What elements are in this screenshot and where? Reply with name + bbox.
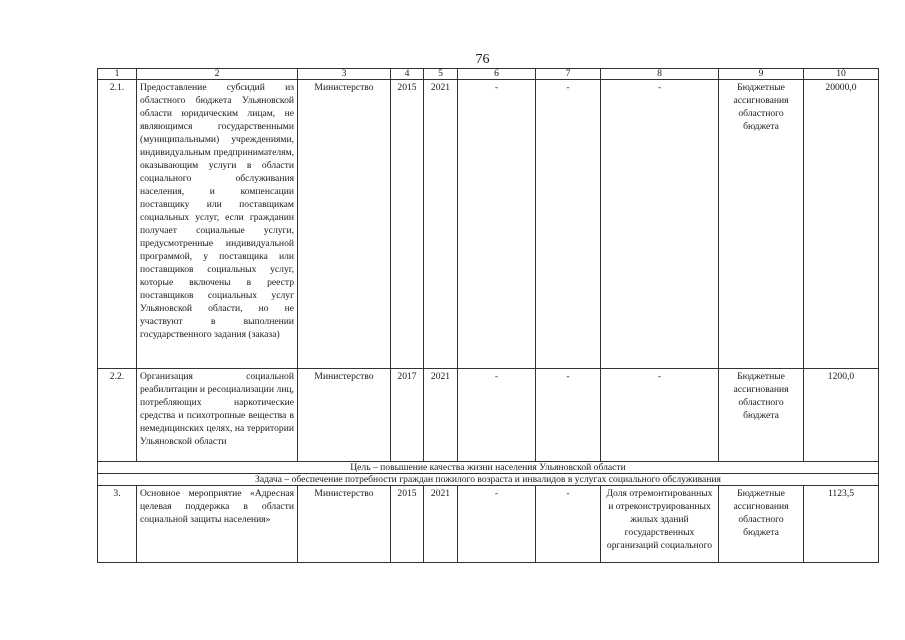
col6-value: - — [458, 369, 536, 462]
activity-description: Основное мероприятие «Адресная целевая поддержка в области социальной защиты населения» — [137, 486, 298, 563]
column-number: 4 — [391, 69, 424, 80]
table-row — [98, 486, 879, 563]
column-number: 10 — [804, 69, 879, 80]
executor: Министерство — [298, 80, 391, 369]
page-number: 76 — [475, 52, 490, 67]
end-year: 2021 — [424, 80, 458, 369]
col7-value: - — [536, 369, 601, 462]
start-year: 2017 — [391, 369, 424, 462]
funding-amount: 1200,0 — [804, 369, 879, 462]
table-row — [98, 369, 879, 462]
task-row — [98, 474, 879, 486]
row-number: 2.2. — [98, 369, 137, 462]
column-numbers-row — [98, 69, 879, 80]
funding-source: Бюджетные ассигнования областного бюджета — [719, 80, 804, 369]
start-year: 2015 — [391, 80, 424, 369]
funding-source: Бюджетные ассигнования областного бюджета — [719, 369, 804, 462]
column-number: 5 — [424, 69, 458, 80]
col6-value: - — [458, 486, 536, 563]
column-number: 7 — [536, 69, 601, 80]
col7-value: - — [536, 80, 601, 369]
column-number: 2 — [137, 69, 298, 80]
goal-text: Цель – повышение качества жизни населения Ульяновской области — [98, 462, 879, 474]
column-number: 6 — [458, 69, 536, 80]
end-year: 2021 — [424, 369, 458, 462]
end-year: 2021 — [424, 486, 458, 563]
funding-source: Бюджетные ассигнования областного бюджета — [719, 486, 804, 563]
task-text: Задача – обеспечение потребности граждан пожилого возраста и инвалидов в услугах социального обслуживания — [98, 474, 879, 486]
goal-row — [98, 462, 879, 474]
column-number: 3 — [298, 69, 391, 80]
funding-amount: 1123,5 — [804, 486, 879, 563]
col7-value: - — [536, 486, 601, 563]
table-row — [98, 80, 879, 369]
executor: Министерство — [298, 369, 391, 462]
funding-amount: 20000,0 — [804, 80, 879, 369]
row-number: 3. — [98, 486, 137, 563]
column-number: 9 — [719, 69, 804, 80]
activity-description: Организация социальной реабилитации и ресоциализации лиц, потребляющих наркотические средства и психотропные вещества в немедицинских целях, на территории Ульяновской области — [137, 369, 298, 462]
activity-description: Предоставление субсидий из областного бюджета Ульяновской области юридическим лицам, не являющимся государственными (муниципальными) учреждениями, индивидуальным предпринимателям, оказывающим услуги в области социального обслуживания населения, и компенсации поставщику или поставщикам социальных услуг, если гражданин получает социальные услуги, предусмотренные индивидуальной программой, у поставщика или поставщиков социальных услуг, которые включены в реестр поставщиков социальных услуг Ульяновской области, но не участвуют в выполнении государственного задания (заказа) — [137, 80, 298, 369]
indicator-text: Доля отремонтированных и отреконструированных жилых зданий государственных организаций социального — [601, 486, 719, 563]
program-table — [97, 68, 879, 563]
row-number: 2.1. — [98, 80, 137, 369]
col8-value: - — [601, 369, 719, 462]
executor: Министерство — [298, 486, 391, 563]
col6-value: - — [458, 80, 536, 369]
start-year: 2015 — [391, 486, 424, 563]
column-number: 8 — [601, 69, 719, 80]
col8-value: - — [601, 80, 719, 369]
column-number: 1 — [98, 69, 137, 80]
